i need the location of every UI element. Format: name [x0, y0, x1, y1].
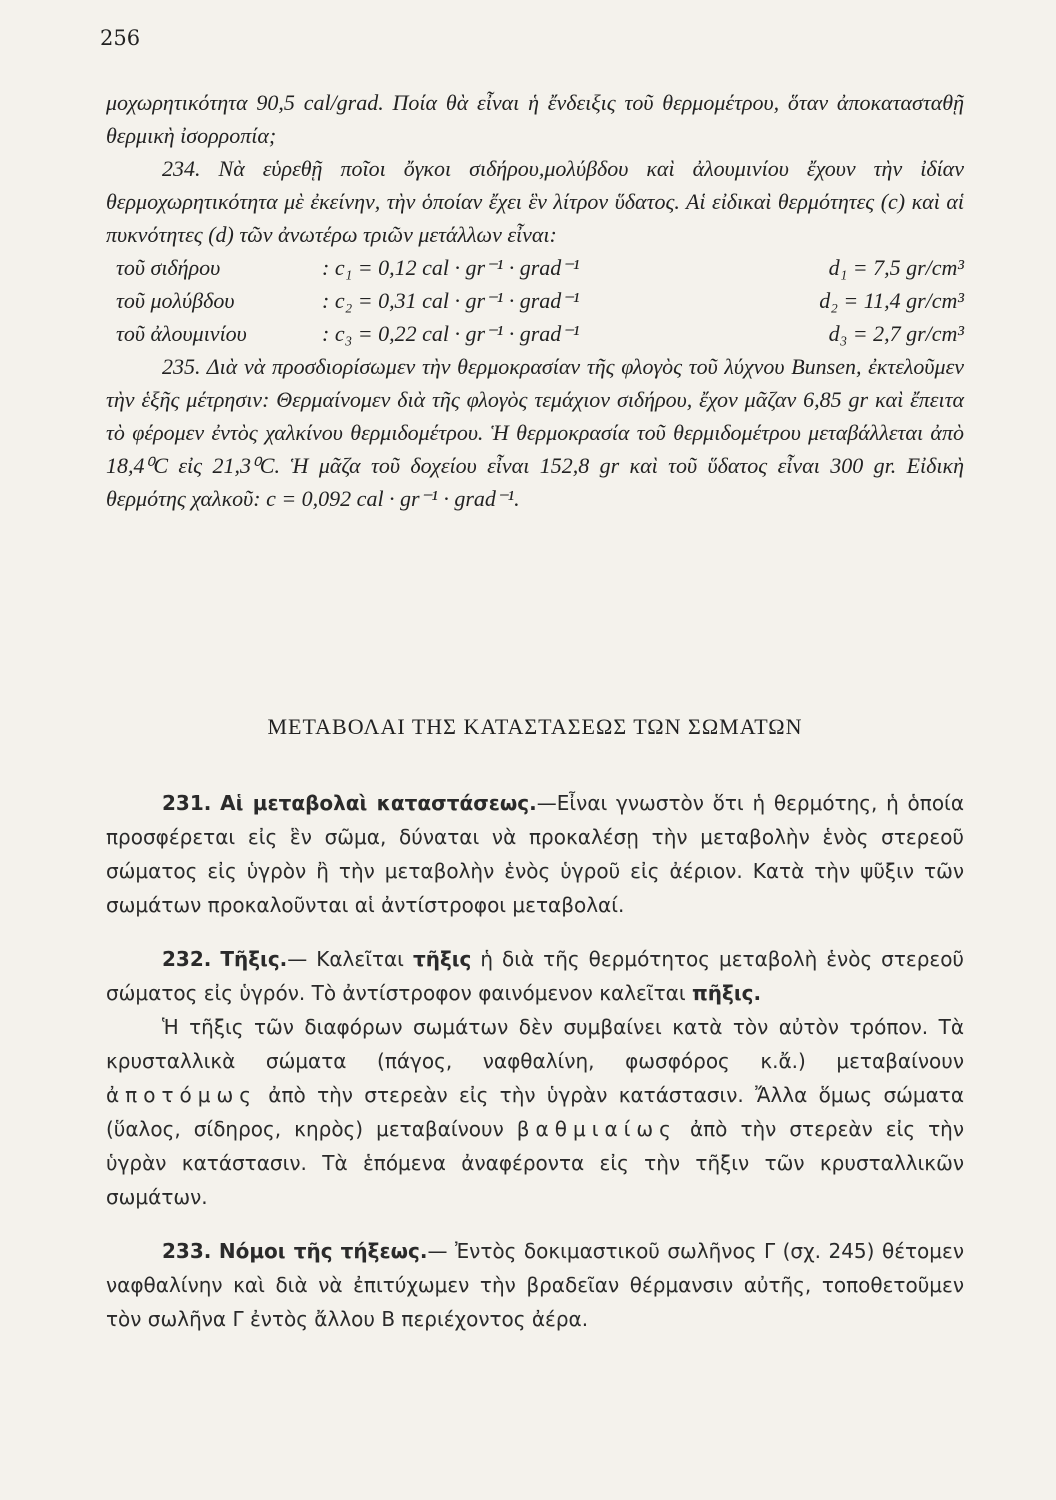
problem-235: 235. Διὰ νὰ προσδιορίσωμεν τὴν θερμοκρασίαν τῆς φλογὸς τοῦ λύχνου Bunsen, ἐκτελοῦμεν τὴν ἑξῆς μέτρησιν: Θερμαίνομεν διὰ τῆς φλογὸς τεμάχιον σιδήρου, ἔχον μᾶζαν 6,85 gr καὶ ἔπειτα τὸ φέρομεν ἐντὸς χαλκίνου θερμιδομέτρου. Ἡ θερμοκρασία τοῦ θερμιδομέτρου μεταβάλλεται ἀπὸ 18,4⁰C εἰς 21,3⁰C. Ἡ μᾶζα τοῦ δοχείου εἶναι 152,8 gr καὶ τοῦ ὕδατος εἶναι 300 gr. Εἰδικὴ θερμότης χαλκοῦ: c = 0,092 cal · gr⁻¹ · grad⁻¹.: [106, 354, 964, 511]
table-cell-specific-heat: : c₁ = 0,12 cal · gr⁻¹ · grad⁻¹: [322, 255, 580, 280]
section-232: [106, 942, 964, 1010]
body-text: [106, 786, 964, 1336]
table-cell-substance: τοῦ ἀλουμινίου: [116, 321, 247, 346]
table-row: [106, 284, 964, 317]
term-pixis: πῆξις.: [691, 981, 762, 1005]
problem-continuation: μοχωρητικότητα 90,5 cal/grad. Ποία θὰ εἶναι ἡ ἔνδειξις τοῦ θερμομέτρου, ὅταν ἀποκατασταθῇ θερμικὴ ἰσορροπία;: [106, 90, 964, 148]
section-232-paragraph-2: [106, 1010, 964, 1214]
term-tixis: τῆξις: [412, 947, 472, 971]
section-text: — Ἐντὸς δοκιμαστικοῦ σωλῆνος Γ (σχ. 245) θέτομεν ναφθαλίνην καὶ διὰ νὰ ἐπιτύχωμεν τὴν βραδεῖαν θέρμανσιν αὐτῆς, τοποθετοῦμεν τὸν σωλῆνα Γ ἐντὸς ἄλλου Β περιέχοντος ἀέρα.: [106, 1239, 964, 1331]
table-cell-density: d₃ = 2,7 gr/cm³: [828, 321, 964, 346]
emphasis-spaced: ἀποτόμως: [106, 1083, 257, 1107]
table-cell-density: d₁ = 7,5 gr/cm³: [828, 255, 964, 280]
paragraph-text: Ἡ τῆξις τῶν διαφόρων σωμάτων δὲν συμβαίνει κατὰ τὸν αὐτὸν τρόπον. Τὰ κρυσταλλικὰ σώματα (πάγος, ναφθαλίνη, φωσφόρος κ.ἄ.) μεταβαίνουν: [106, 1015, 964, 1073]
paragraph-text: ἀπὸ τὴν στερεὰν εἰς τὴν ὑγρὰν κατάστασιν. Ἄλλα ὅμως σώματα (ὕαλος, σίδηρος, κηρὸς) μεταβαίνουν: [106, 1083, 964, 1141]
metals-table: [106, 251, 964, 350]
section-231: [106, 786, 964, 922]
section-text: —Εἶναι γνωστὸν ὅτι ἡ θερμότης, ἡ ὁποία προσφέρεται εἰς ἓν σῶμα, δύναται νὰ προκαλέσῃ τὴν μεταβολὴν ἑνὸς στερεοῦ σώματος εἰς ὑγρὸν ἢ τὴν μεταβολὴν ἑνὸς ὑγροῦ εἰς ἀέριον. Κατὰ τὴν ψῦξιν τῶν σωμάτων προκαλοῦνται αἱ ἀντίστροφοι μεταβολαί.: [106, 791, 965, 917]
problem-234: 234. Νὰ εὑρεθῇ ποῖοι ὄγκοι σιδήρου,μολύβδου καὶ ἀλουμινίου ἔχουν τὴν ἰδίαν θερμοχωρητικότητα μὲ ἐκείνην, τὴν ὁποίαν ἔχει ἓν λίτρον ὕδατος. Αἱ εἰδικαὶ θερμότητες (c) καὶ αἱ πυκνότητες (d) τῶν ἀνωτέρω τριῶν μετάλλων εἶναι:: [106, 156, 964, 247]
section-233: [106, 1234, 964, 1336]
page-number: 256: [100, 26, 141, 50]
section-title: Αἱ μεταβολαὶ καταστάσεως.: [220, 791, 537, 815]
section-title: Τῆξις.: [220, 947, 288, 971]
section-number: 232.: [162, 947, 212, 971]
table-cell-substance: τοῦ μολύβδου: [116, 288, 235, 313]
table-cell-specific-heat: : c₂ = 0,31 cal · gr⁻¹ · grad⁻¹: [322, 288, 580, 313]
section-text: ἡ διὰ τῆς θερμότητος μεταβολὴ ἑνὸς στερεοῦ σώματος εἰς ὑγρόν. Τὸ ἀντίστροφον φαινόμενον καλεῖται: [106, 947, 965, 1005]
table-cell-specific-heat: : c₃ = 0,22 cal · gr⁻¹ · grad⁻¹: [322, 321, 580, 346]
table-row: [106, 317, 964, 350]
table-cell-substance: τοῦ σιδήρου: [116, 255, 221, 280]
problems-block: [106, 86, 964, 515]
section-number: 233.: [162, 1239, 212, 1263]
paragraph-text: ἀπὸ τὴν στερεὰν εἰς τὴν ὑγρὰν κατάστασιν. Τὰ ἑπόμενα ἀναφέροντα εἰς τὴν τῆξιν τῶν κρυσταλλικῶν σωμάτων.: [106, 1117, 965, 1209]
section-title: Νόμοι τῆς τήξεως.: [218, 1239, 428, 1263]
section-number: 231.: [162, 791, 212, 815]
table-cell-density: d₂ = 11,4 gr/cm³: [819, 288, 964, 313]
table-row: [106, 251, 964, 284]
emphasis-spaced: βαθμιαίως: [516, 1117, 677, 1141]
chapter-heading: ΜΕΤΑΒΟΛΑΙ ΤΗΣ ΚΑΤΑΣΤΑΣΕΩΣ ΤΩΝ ΣΩΜΑΤΩΝ: [267, 714, 803, 739]
section-text: — Καλεῖται: [287, 947, 404, 971]
